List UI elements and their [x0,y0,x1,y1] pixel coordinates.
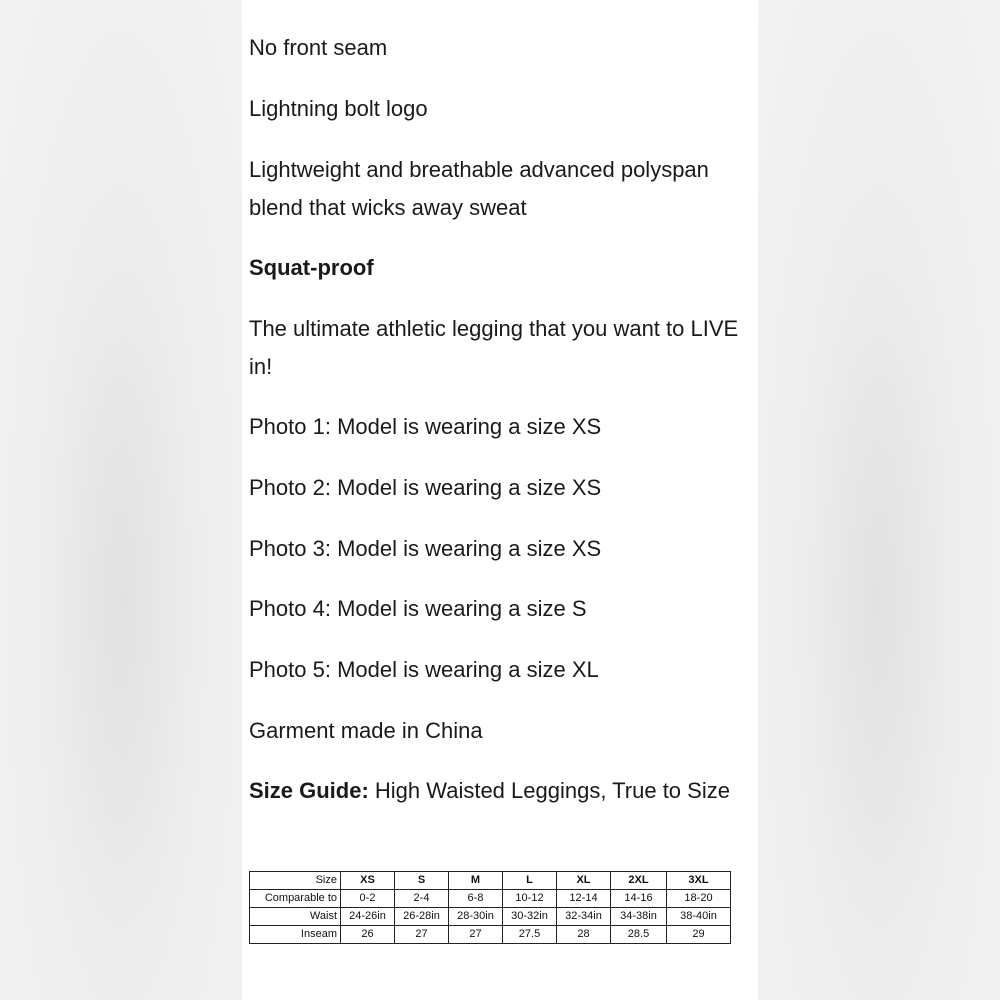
size-table-cell: 27 [395,926,449,944]
size-table-cell: 12-14 [557,890,611,908]
photo-5-size: Photo 5: Model is wearing a size XL [249,657,599,682]
feature-no-front-seam: No front seam [249,35,388,60]
size-table-row-label: Waist [250,908,341,926]
feature-ultimate-legging: The ultimate athletic legging that you want to LIVE in! [249,316,739,379]
size-table-cell: 38-40in [667,908,731,926]
size-table-cell: 26 [341,926,395,944]
size-table-cell: 32-34in [557,908,611,926]
photo-1-size: Photo 1: Model is wearing a size XS [249,414,602,439]
size-table-cell: 30-32in [503,908,557,926]
size-table-cell: 27.5 [503,926,557,944]
size-guide [249,772,744,810]
size-table-cell: L [503,872,557,890]
size-table-cell: 34-38in [611,908,667,926]
photo-3-size: Photo 3: Model is wearing a size XS [249,536,602,561]
product-description-page [242,0,758,1000]
size-table-row-size [250,872,731,890]
feature-squat-proof: Squat-proof [249,255,374,280]
size-table-cell: 28-30in [449,908,503,926]
size-table-cell: 14-16 [611,890,667,908]
size-table-cell: 0-2 [341,890,395,908]
size-table-cell: 24-26in [341,908,395,926]
photo-4-size: Photo 4: Model is wearing a size S [249,596,587,621]
size-table-cell: XL [557,872,611,890]
size-table-cell: 3XL [667,872,731,890]
size-table-cell: 29 [667,926,731,944]
feature-fabric: Lightweight and breathable advanced polyspan blend that wicks away sweat [249,157,709,220]
size-table-cell: 27 [449,926,503,944]
size-table-cell: 10-12 [503,890,557,908]
size-table-row-label: Inseam [250,926,341,944]
size-table-cell: 28.5 [611,926,667,944]
size-table-row-label: Comparable to [250,890,341,908]
size-table-cell: M [449,872,503,890]
size-table-row-label: Size [250,872,341,890]
garment-origin: Garment made in China [249,718,483,743]
size-table [249,871,731,944]
size-table-cell: 26-28in [395,908,449,926]
size-table-cell: S [395,872,449,890]
size-table-cell: 28 [557,926,611,944]
size-table-row-waist [250,908,731,926]
size-guide-label: Size Guide: [249,778,369,803]
photo-2-size: Photo 2: Model is wearing a size XS [249,475,602,500]
size-table-cell: 2XL [611,872,667,890]
size-table-cell: 2-4 [395,890,449,908]
size-table-row-comparable [250,890,731,908]
feature-lightning-logo: Lightning bolt logo [249,96,428,121]
size-table-cell: 6-8 [449,890,503,908]
background-blur-right [758,0,1000,1000]
size-table-cell: XS [341,872,395,890]
size-guide-text: High Waisted Leggings, True to Size [368,778,730,803]
size-table-cell: 18-20 [667,890,731,908]
background-blur-left [0,0,242,1000]
size-table-row-inseam [250,926,731,944]
